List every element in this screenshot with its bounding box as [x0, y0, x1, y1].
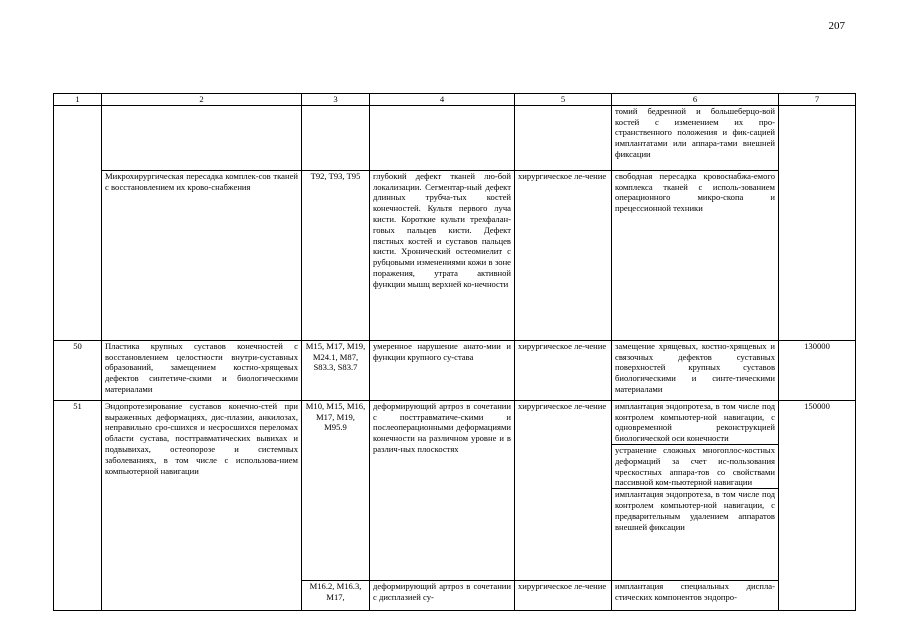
column-number-6: 6 — [612, 94, 779, 106]
table-row-microsurgery — [54, 170, 856, 340]
cell-number-empty — [54, 105, 102, 340]
table-row-50 — [54, 340, 856, 400]
cell-codes: M10, M15, M16, M17, M19, M95.9 — [302, 400, 370, 580]
table-row-51 — [54, 400, 856, 580]
cell-method: томий бедренной и большеберцо-вой костей с изменением их про-странственного положения и фик-сацией имплантатами или аппара-тами внешней фиксации — [612, 105, 779, 170]
page-number: 207 — [828, 20, 845, 32]
cell-treatment: хирургическое ле-чение — [515, 170, 612, 340]
cell-method: свободная пересадка кровоснабжа-емого комплекса тканей с исполь-зованием операционного микро-скопа и прецессионной техники — [612, 170, 779, 340]
cell-treatment: хирургическое ле-чение — [515, 580, 612, 610]
method-item: имплантация эндопротеза, в том числе под контролем компьютер-ной навигации, с предварительным удалением аппаратов внешней фиксации — [612, 488, 778, 532]
column-number-3: 3 — [302, 94, 370, 106]
cell-codes: T92, T93, T95 — [302, 170, 370, 340]
cell-diagnosis-empty — [370, 105, 515, 170]
cell-treatment-empty — [515, 105, 612, 170]
cell-cost: 150000 — [779, 400, 856, 610]
cell-treatment: хирургическое ле-чение — [515, 340, 612, 400]
cell-service-empty — [102, 105, 302, 170]
column-number-5: 5 — [515, 94, 612, 106]
cell-diagnosis: глубокий дефект тканей лю-бой локализации. Сегментар-ный дефект длинных трубча-тых костей конечностей. Культя первого луча кисти. Короткие культи трехфалан-говых пальцев кисти. Дефект пястных костей и суставов пальцев кисти. Хронический остеомиелит с рубцовыми изменениями кожи в зоне поражения, утрата активной функции мышц верхней ко-нечности — [370, 170, 515, 340]
medical-services-table — [53, 93, 856, 611]
cell-codes: M15, M17, M19, M24.1, M87, S83.3, S83.7 — [302, 340, 370, 400]
cell-service: Эндопротезирование суставов конечно-стей при выраженных деформациях, дис-плазии, анкилозах, неправильно сро-сшихся и несросшихся переломах области сустава, посттравматических вывихах и подвывихах, остеопорозе и системных заболеваниях, в том числе с использова-нием компьютерной навигации — [102, 400, 302, 610]
cell-diagnosis: умеренное нарушение анато-мии и функции крупного су-става — [370, 340, 515, 400]
cell-codes-empty — [302, 105, 370, 170]
table-header-row — [54, 94, 856, 106]
cell-method: имплантация специальных диспла-стических компонентов эндопро- — [612, 580, 779, 610]
cell-diagnosis: деформирующий артроз в сочетании с дисплазией су- — [370, 580, 515, 610]
column-number-1: 1 — [54, 94, 102, 106]
cell-method-group — [612, 400, 779, 580]
cell-cost: 130000 — [779, 340, 856, 400]
cell-codes: M16.2, M16.3, M17, — [302, 580, 370, 610]
method-item: имплантация эндопротеза, в том числе под контролем компьютер-ной навигации, с одновременной реконструкцией биологической оси конечности — [615, 400, 775, 444]
cell-cost-empty — [779, 105, 856, 340]
column-number-7: 7 — [779, 94, 856, 106]
cell-number: 50 — [54, 340, 102, 400]
method-item: устранение сложных многоплос-костных деформаций за счет ис-пользования чрескостных аппара-тов со свойствами пассивной ком-пьютерной навигации — [612, 444, 778, 488]
cell-service: Микрохирургическая пересадка комплек-сов тканей с восстановлением их крово-снабжения — [102, 170, 302, 340]
cell-method: замещение хрящевых, костно-хрящевых и связочных дефектов суставных поверхностей крупных суставов биологическими и синте-тическими материалами — [612, 340, 779, 400]
cell-diagnosis: деформирующий артроз в сочетании с посттравматиче-скими и послеоперационными деформациями конечности на различном уровне и в различ-ных плоскостях — [370, 400, 515, 580]
cell-service: Пластика крупных суставов конечностей с восстановлением целостности внутри-суставных образований, замещением костно-хрящевых дефектов синтетиче-скими и биологическими материалами — [102, 340, 302, 400]
column-number-2: 2 — [102, 94, 302, 106]
cell-number: 51 — [54, 400, 102, 610]
cell-treatment: хирургическое ле-чение — [515, 400, 612, 580]
column-number-4: 4 — [370, 94, 515, 106]
table-row-continuation — [54, 105, 856, 170]
